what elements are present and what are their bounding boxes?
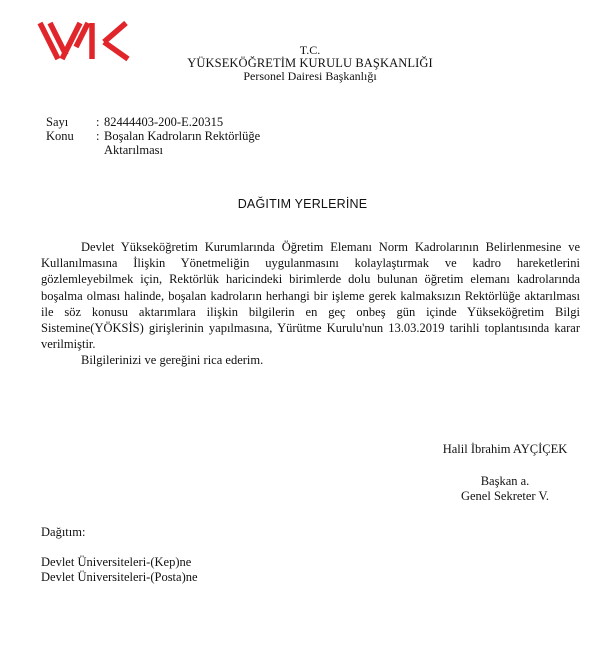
sayi-value: 82444403-200-E.20315 — [104, 115, 224, 129]
signatory-title-2: Genel Sekreter V. — [460, 489, 550, 503]
konu-value-continued: Aktarılması — [104, 143, 164, 157]
republic-label: T.C. — [299, 43, 321, 57]
body-paragraph-2: Bilgilerinizi ve gereğini rica ederim. — [81, 353, 264, 368]
sayi-label: Sayı — [46, 115, 69, 129]
signature-block — [420, 442, 590, 504]
distribution-item: Devlet Üniversiteleri-(Kep)ne — [41, 555, 192, 569]
konu-value: Boşalan Kadroların Rektörlüğe — [104, 129, 261, 143]
distribution-title: DAĞITIM YERLERİNE — [237, 197, 368, 211]
signatory-title-1: Başkan a. — [480, 474, 530, 488]
konu-label: Konu — [46, 129, 74, 143]
letter-body — [41, 239, 580, 369]
sayi-row — [46, 115, 344, 129]
signatory-name: Halil İbrahim AYÇİÇEK — [442, 442, 568, 456]
konu-row — [46, 129, 344, 143]
body-paragraph-1: Devlet Yükseköğretim Kurumlarında Öğretim Elemanı Norm Kadrolarının Belirlenmesine ve Kullanılmasına İlişkin Yönetmeliğin uygulanmasını kolaylaştırmak ve kadro hareketlerini gözlemleyebilmek için, Rektörlük haricindeki birimlerde dolu bulunan öğretim elemanı kadrolarında boşalma olması halinde, boşalan kadroların herhangi bir işleme gerek kalmaksızın Rektörlüğe aktarılması ile söz konusu aktarımlara ilişkin bilgilerin en geç onbeş gün içinde Yükseköğretim Bilgi Sistemine(YÖKSİS) girişlerinin yapılmasına, Yürütme Kurulu'nun 13.03.2019 tarihli toplantısında karar verilmiştir. — [41, 240, 580, 352]
yok-logo-icon — [36, 20, 131, 62]
konu-colon: : — [96, 129, 100, 143]
distribution-item: Devlet Üniversiteleri-(Posta)ne — [41, 570, 198, 584]
sayi-colon: : — [96, 115, 100, 129]
department-name: Personel Dairesi Başkanlığı — [243, 69, 377, 83]
document-meta — [46, 115, 344, 157]
letterhead — [150, 44, 470, 83]
organization-name: YÜKSEKÖĞRETİM KURULU BAŞKANLIĞI — [187, 56, 433, 70]
distribution-list — [41, 525, 198, 585]
distribution-label: Dağıtım: — [41, 525, 86, 539]
